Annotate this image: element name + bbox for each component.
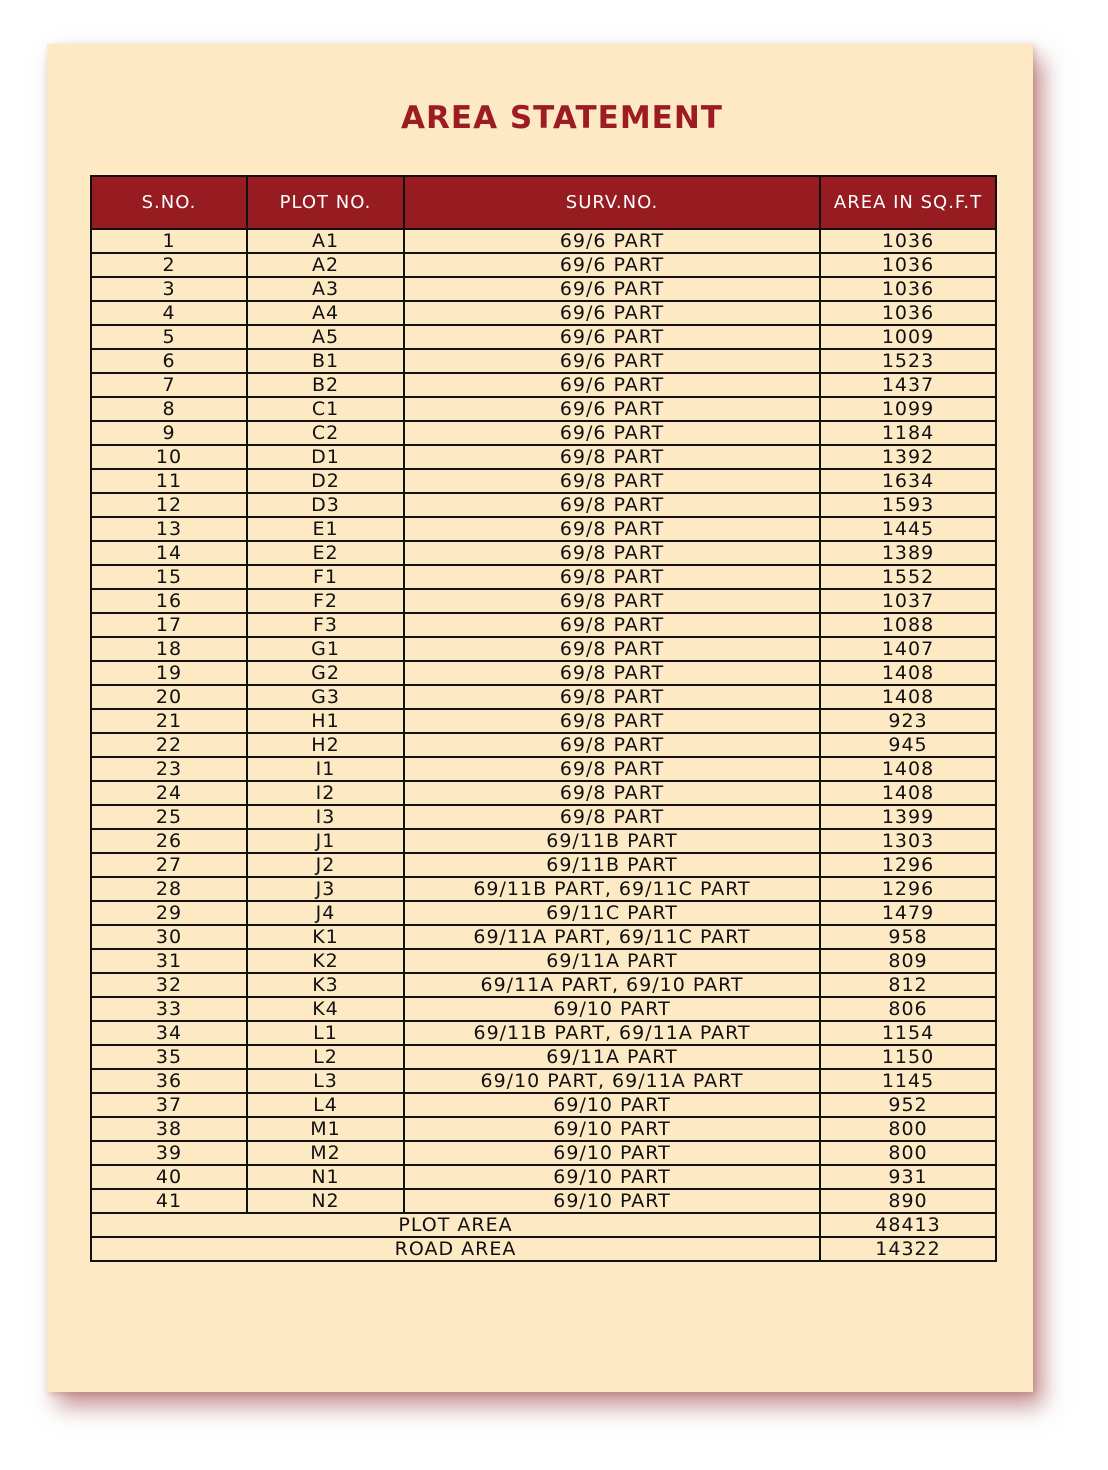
cell-sno: 31 — [91, 949, 247, 973]
table-row — [91, 685, 996, 709]
cell-surv-no: 69/8 PART — [404, 493, 820, 517]
table-row — [91, 997, 996, 1021]
cell-area: 1296 — [820, 877, 996, 901]
cell-plot-no: L4 — [247, 1093, 404, 1117]
cell-plot-no: G2 — [247, 661, 404, 685]
cell-area: 1145 — [820, 1069, 996, 1093]
area-table — [90, 175, 997, 1262]
cell-sno: 13 — [91, 517, 247, 541]
cell-sno: 3 — [91, 277, 247, 301]
cell-sno: 5 — [91, 325, 247, 349]
cell-area: 1389 — [820, 541, 996, 565]
table-row — [91, 517, 996, 541]
cell-surv-no: 69/10 PART — [404, 1117, 820, 1141]
table-body — [91, 229, 996, 1213]
cell-surv-no: 69/8 PART — [404, 661, 820, 685]
cell-surv-no: 69/11A PART — [404, 1045, 820, 1069]
cell-surv-no: 69/10 PART — [404, 997, 820, 1021]
cell-plot-no: A5 — [247, 325, 404, 349]
cell-plot-no: J1 — [247, 829, 404, 853]
cell-surv-no: 69/11B PART — [404, 853, 820, 877]
cell-surv-no: 69/8 PART — [404, 757, 820, 781]
cell-surv-no: 69/6 PART — [404, 421, 820, 445]
cell-area: 1408 — [820, 757, 996, 781]
cell-plot-no: L1 — [247, 1021, 404, 1045]
cell-plot-no: H1 — [247, 709, 404, 733]
cell-plot-no: M1 — [247, 1117, 404, 1141]
header-plot-no: PLOT NO. — [247, 176, 404, 229]
cell-plot-no: I1 — [247, 757, 404, 781]
cell-surv-no: 69/8 PART — [404, 589, 820, 613]
cell-sno: 32 — [91, 973, 247, 997]
cell-surv-no: 69/11B PART — [404, 829, 820, 853]
table-row — [91, 805, 996, 829]
table-row — [91, 637, 996, 661]
cell-surv-no: 69/8 PART — [404, 805, 820, 829]
cell-sno: 1 — [91, 229, 247, 253]
table-row — [91, 397, 996, 421]
cell-sno: 14 — [91, 541, 247, 565]
cell-surv-no: 69/11A PART, 69/11C PART — [404, 925, 820, 949]
cell-sno: 40 — [91, 1165, 247, 1189]
cell-plot-no: L2 — [247, 1045, 404, 1069]
table-row — [91, 925, 996, 949]
table-row — [91, 349, 996, 373]
cell-plot-no: G1 — [247, 637, 404, 661]
area-statement-sheet — [47, 44, 1033, 1392]
cell-surv-no: 69/6 PART — [404, 373, 820, 397]
cell-sno: 8 — [91, 397, 247, 421]
cell-surv-no: 69/8 PART — [404, 709, 820, 733]
cell-sno: 36 — [91, 1069, 247, 1093]
cell-sno: 20 — [91, 685, 247, 709]
table-row — [91, 973, 996, 997]
cell-plot-no: J4 — [247, 901, 404, 925]
cell-sno: 17 — [91, 613, 247, 637]
cell-surv-no: 69/10 PART, 69/11A PART — [404, 1069, 820, 1093]
cell-plot-no: A2 — [247, 253, 404, 277]
cell-sno: 10 — [91, 445, 247, 469]
table-row — [91, 493, 996, 517]
cell-sno: 16 — [91, 589, 247, 613]
cell-plot-no: F2 — [247, 589, 404, 613]
table-row — [91, 757, 996, 781]
table-row — [91, 709, 996, 733]
cell-area: 1036 — [820, 277, 996, 301]
cell-surv-no: 69/8 PART — [404, 541, 820, 565]
cell-sno: 19 — [91, 661, 247, 685]
cell-area: 1408 — [820, 685, 996, 709]
cell-area: 1296 — [820, 853, 996, 877]
cell-surv-no: 69/8 PART — [404, 613, 820, 637]
cell-sno: 39 — [91, 1141, 247, 1165]
cell-sno: 22 — [91, 733, 247, 757]
cell-sno: 27 — [91, 853, 247, 877]
table-row — [91, 1189, 996, 1213]
cell-sno: 6 — [91, 349, 247, 373]
table-row — [91, 949, 996, 973]
table-row — [91, 373, 996, 397]
table-row — [91, 421, 996, 445]
cell-surv-no: 69/11C PART — [404, 901, 820, 925]
cell-sno: 12 — [91, 493, 247, 517]
cell-sno: 37 — [91, 1093, 247, 1117]
table-row — [91, 1141, 996, 1165]
cell-area: 812 — [820, 973, 996, 997]
cell-area: 800 — [820, 1117, 996, 1141]
table-row — [91, 733, 996, 757]
cell-sno: 38 — [91, 1117, 247, 1141]
table-header-row — [91, 176, 996, 229]
cell-plot-no: B2 — [247, 373, 404, 397]
cell-plot-no: D3 — [247, 493, 404, 517]
table-row — [91, 1045, 996, 1069]
cell-area: 1408 — [820, 661, 996, 685]
cell-area: 1037 — [820, 589, 996, 613]
cell-area: 1150 — [820, 1045, 996, 1069]
cell-area: 1099 — [820, 397, 996, 421]
cell-surv-no: 69/11A PART — [404, 949, 820, 973]
cell-surv-no: 69/6 PART — [404, 277, 820, 301]
cell-surv-no: 69/8 PART — [404, 445, 820, 469]
cell-surv-no: 69/8 PART — [404, 469, 820, 493]
cell-plot-no: E2 — [247, 541, 404, 565]
table-totals — [91, 1213, 996, 1261]
cell-surv-no: 69/6 PART — [404, 229, 820, 253]
cell-plot-no: I3 — [247, 805, 404, 829]
table-row — [91, 1093, 996, 1117]
cell-sno: 9 — [91, 421, 247, 445]
cell-area: 1009 — [820, 325, 996, 349]
cell-sno: 30 — [91, 925, 247, 949]
cell-area: 1184 — [820, 421, 996, 445]
table-row — [91, 613, 996, 637]
cell-plot-no: J3 — [247, 877, 404, 901]
cell-sno: 25 — [91, 805, 247, 829]
cell-area: 923 — [820, 709, 996, 733]
cell-sno: 23 — [91, 757, 247, 781]
cell-surv-no: 69/8 PART — [404, 637, 820, 661]
cell-area: 945 — [820, 733, 996, 757]
cell-surv-no: 69/8 PART — [404, 565, 820, 589]
cell-sno: 15 — [91, 565, 247, 589]
cell-sno: 11 — [91, 469, 247, 493]
cell-plot-no: A1 — [247, 229, 404, 253]
cell-surv-no: 69/6 PART — [404, 397, 820, 421]
cell-surv-no: 69/6 PART — [404, 349, 820, 373]
cell-plot-no: E1 — [247, 517, 404, 541]
cell-sno: 21 — [91, 709, 247, 733]
cell-plot-no: M2 — [247, 1141, 404, 1165]
cell-plot-no: G3 — [247, 685, 404, 709]
cell-area: 958 — [820, 925, 996, 949]
cell-area: 806 — [820, 997, 996, 1021]
cell-surv-no: 69/6 PART — [404, 301, 820, 325]
table-row — [91, 541, 996, 565]
header-area: AREA IN SQ.F.T — [820, 176, 996, 229]
cell-plot-no: N1 — [247, 1165, 404, 1189]
cell-area: 1303 — [820, 829, 996, 853]
cell-surv-no: 69/11B PART, 69/11C PART — [404, 877, 820, 901]
cell-surv-no: 69/8 PART — [404, 517, 820, 541]
table-row — [91, 781, 996, 805]
table-row — [91, 469, 996, 493]
cell-plot-no: C2 — [247, 421, 404, 445]
cell-area: 1036 — [820, 229, 996, 253]
cell-sno: 41 — [91, 1189, 247, 1213]
table-row — [91, 1165, 996, 1189]
cell-area: 1399 — [820, 805, 996, 829]
cell-sno: 33 — [91, 997, 247, 1021]
cell-area: 1408 — [820, 781, 996, 805]
cell-sno: 26 — [91, 829, 247, 853]
table-row — [91, 877, 996, 901]
cell-sno: 29 — [91, 901, 247, 925]
cell-surv-no: 69/10 PART — [404, 1189, 820, 1213]
cell-plot-no: K3 — [247, 973, 404, 997]
cell-area: 1154 — [820, 1021, 996, 1045]
cell-plot-no: K4 — [247, 997, 404, 1021]
cell-area: 809 — [820, 949, 996, 973]
cell-plot-no: F1 — [247, 565, 404, 589]
table-row — [91, 277, 996, 301]
cell-plot-no: D2 — [247, 469, 404, 493]
table-row — [91, 1021, 996, 1045]
table-row — [91, 301, 996, 325]
totals-value: 48413 — [820, 1213, 996, 1237]
cell-plot-no: C1 — [247, 397, 404, 421]
totals-row — [91, 1237, 996, 1261]
cell-plot-no: A3 — [247, 277, 404, 301]
cell-sno: 28 — [91, 877, 247, 901]
page-title: AREA STATEMENT — [401, 100, 723, 136]
cell-surv-no: 69/6 PART — [404, 253, 820, 277]
cell-plot-no: K2 — [247, 949, 404, 973]
table-row — [91, 565, 996, 589]
table-row — [91, 901, 996, 925]
cell-area: 1552 — [820, 565, 996, 589]
cell-sno: 35 — [91, 1045, 247, 1069]
cell-plot-no: K1 — [247, 925, 404, 949]
cell-area: 1407 — [820, 637, 996, 661]
table-row — [91, 229, 996, 253]
cell-sno: 18 — [91, 637, 247, 661]
table-row — [91, 589, 996, 613]
cell-plot-no: B1 — [247, 349, 404, 373]
cell-sno: 2 — [91, 253, 247, 277]
cell-surv-no: 69/10 PART — [404, 1141, 820, 1165]
cell-area: 890 — [820, 1189, 996, 1213]
cell-plot-no: F3 — [247, 613, 404, 637]
totals-label: ROAD AREA — [91, 1237, 820, 1261]
cell-plot-no: D1 — [247, 445, 404, 469]
table-row — [91, 853, 996, 877]
cell-area: 1036 — [820, 253, 996, 277]
cell-surv-no: 69/10 PART — [404, 1165, 820, 1189]
cell-surv-no: 69/8 PART — [404, 733, 820, 757]
table-row — [91, 445, 996, 469]
cell-sno: 34 — [91, 1021, 247, 1045]
cell-plot-no: I2 — [247, 781, 404, 805]
cell-surv-no: 69/8 PART — [404, 685, 820, 709]
cell-surv-no: 69/11B PART, 69/11A PART — [404, 1021, 820, 1045]
cell-plot-no: L3 — [247, 1069, 404, 1093]
cell-sno: 7 — [91, 373, 247, 397]
cell-sno: 24 — [91, 781, 247, 805]
totals-label: PLOT AREA — [91, 1213, 820, 1237]
table-row — [91, 253, 996, 277]
totals-row — [91, 1213, 996, 1237]
cell-surv-no: 69/6 PART — [404, 325, 820, 349]
table-row — [91, 661, 996, 685]
table-row — [91, 325, 996, 349]
cell-area: 1479 — [820, 901, 996, 925]
cell-area: 1593 — [820, 493, 996, 517]
header-sno: S.NO. — [91, 176, 247, 229]
cell-area: 1445 — [820, 517, 996, 541]
table-row — [91, 1117, 996, 1141]
cell-area: 800 — [820, 1141, 996, 1165]
table-row — [91, 1069, 996, 1093]
cell-area: 931 — [820, 1165, 996, 1189]
cell-area: 1036 — [820, 301, 996, 325]
cell-area: 1437 — [820, 373, 996, 397]
cell-surv-no: 69/10 PART — [404, 1093, 820, 1117]
totals-value: 14322 — [820, 1237, 996, 1261]
cell-area: 1523 — [820, 349, 996, 373]
cell-plot-no: J2 — [247, 853, 404, 877]
cell-plot-no: A4 — [247, 301, 404, 325]
cell-sno: 4 — [91, 301, 247, 325]
cell-surv-no: 69/8 PART — [404, 781, 820, 805]
cell-surv-no: 69/11A PART, 69/10 PART — [404, 973, 820, 997]
cell-area: 1392 — [820, 445, 996, 469]
table-row — [91, 829, 996, 853]
cell-area: 1088 — [820, 613, 996, 637]
header-surv-no: SURV.NO. — [404, 176, 820, 229]
cell-area: 1634 — [820, 469, 996, 493]
cell-plot-no: N2 — [247, 1189, 404, 1213]
cell-area: 952 — [820, 1093, 996, 1117]
cell-plot-no: H2 — [247, 733, 404, 757]
